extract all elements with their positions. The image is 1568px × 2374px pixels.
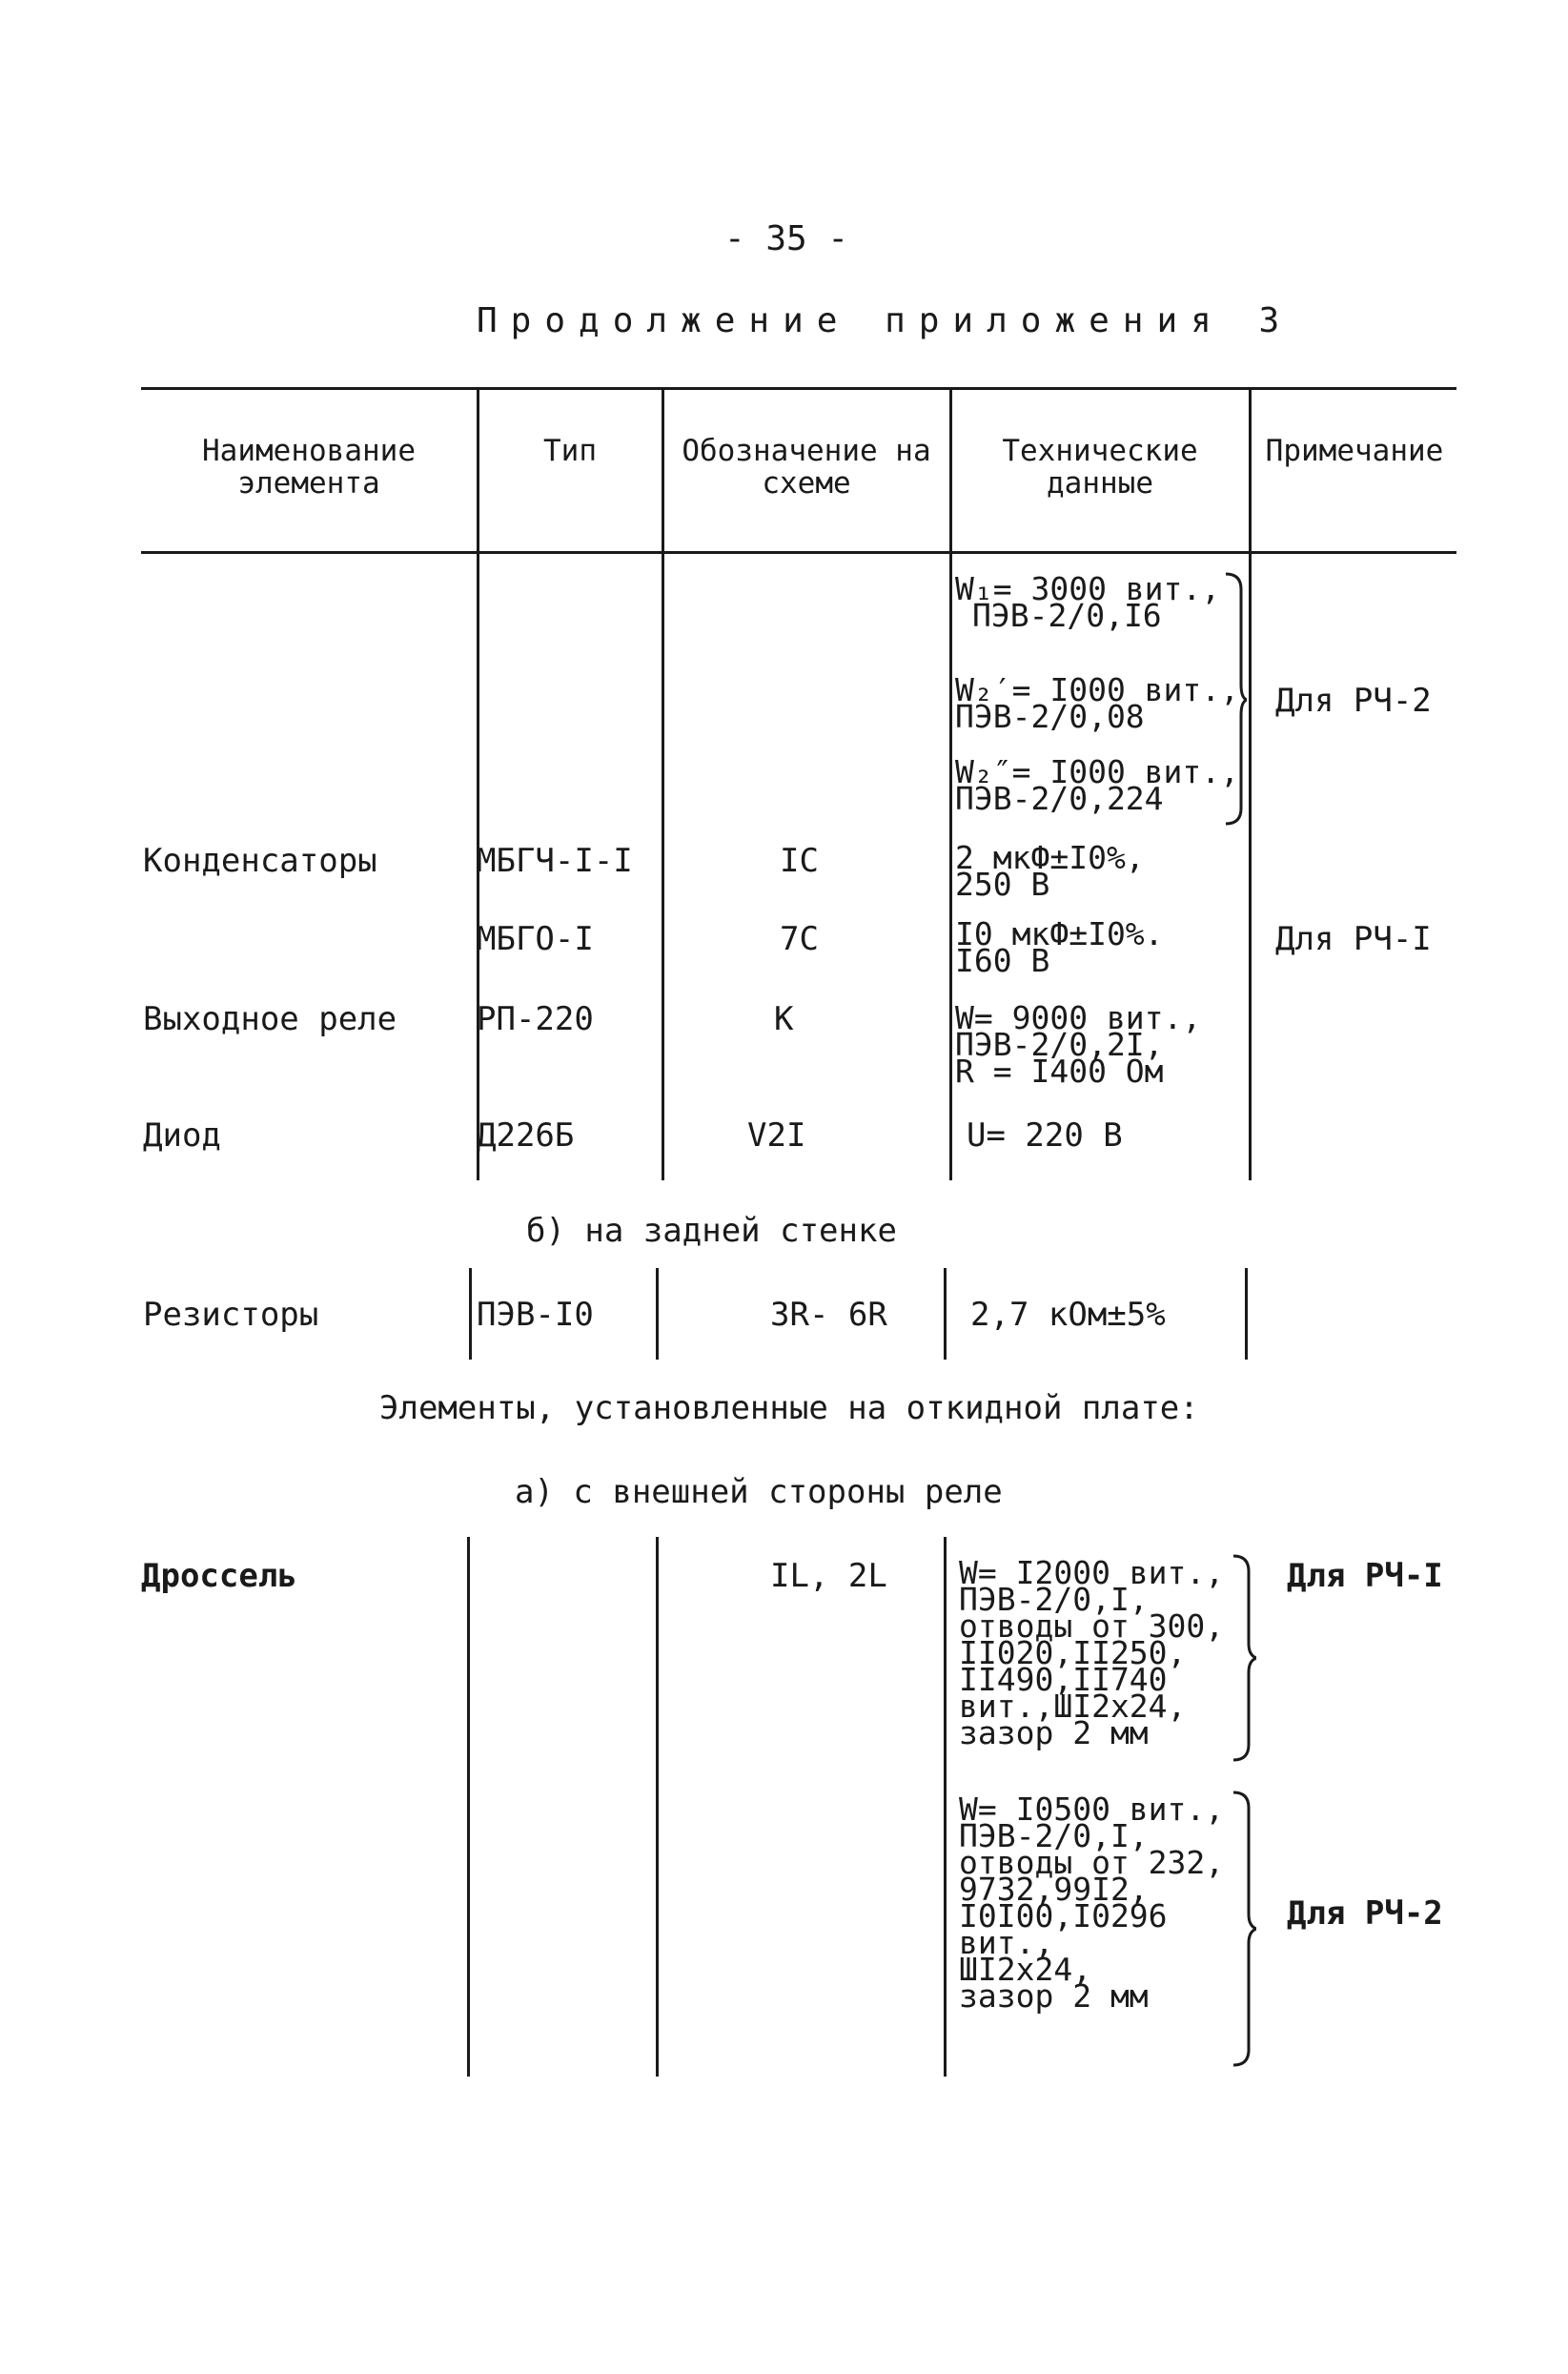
table-header-rule — [141, 551, 1456, 554]
resistor-divider-3 — [944, 1268, 947, 1360]
winding-tech-2-line1: W₂′= I000 вит., — [955, 671, 1240, 708]
relay-tech — [955, 999, 1202, 1090]
page-heading: Продолжение приложения 3 — [477, 301, 1293, 340]
capacitors-tech-1-line2: 250 В — [955, 866, 1050, 903]
capacitors-tech-2 — [955, 915, 1164, 979]
header-name — [143, 435, 475, 500]
header-designation-line2: схеме — [762, 466, 851, 501]
table-top-rule — [141, 387, 1456, 390]
page-number: - 35 - — [724, 219, 849, 258]
col-divider-2 — [662, 387, 664, 1180]
relay-type: РП-220 — [477, 1000, 594, 1038]
choke-brace-2 — [1232, 1789, 1256, 2069]
choke-tech-1-line2: ПЭВ-2/0,I, — [959, 1581, 1149, 1618]
col-divider-3 — [949, 387, 952, 1180]
winding-tech-2-line2: ПЭВ-2/0,08 — [955, 698, 1145, 735]
header-type: Тип — [543, 434, 597, 468]
relay-tech-line2: ПЭВ-2/0,2I, — [955, 1026, 1164, 1063]
choke-designation: IL, 2L — [770, 1557, 887, 1595]
choke-tech-2-line8: зазор 2 мм — [959, 1977, 1149, 2015]
choke-tech-2-line6: вит., — [959, 1924, 1054, 1961]
resistor-divider-2 — [656, 1268, 659, 1360]
capacitors-type-2: МБГО-I — [477, 920, 594, 958]
winding-tech-1-line2: ПЭВ-2/0,I6 — [972, 597, 1162, 634]
choke-tech-1-line3: отводы от 300, — [959, 1607, 1225, 1645]
choke-tech-2-line2: ПЭВ-2/0,I, — [959, 1817, 1149, 1854]
capacitors-tech-1 — [955, 839, 1145, 903]
diode-type: Д226Б — [477, 1116, 575, 1155]
choke-tech-1 — [959, 1554, 1225, 1751]
winding-note: Для РЧ-2 — [1275, 682, 1432, 720]
relay-tech-line1: W= 9000 вит., — [955, 999, 1202, 1036]
plate-section-heading: Элементы, установленные на откидной плате: — [379, 1389, 1199, 1427]
resistors-designation: 3R- 6R — [770, 1296, 887, 1334]
header-tech-line2: данные — [1047, 466, 1153, 501]
choke-divider-3 — [944, 1537, 947, 2077]
capacitors-designation-1: IC — [780, 842, 819, 880]
header-designation-line1: Обозначение на — [682, 434, 931, 468]
resistor-divider-4 — [1245, 1268, 1248, 1360]
relay-name: Выходное реле — [143, 1000, 397, 1038]
choke-tech-1-line7: зазор 2 мм — [959, 1714, 1149, 1751]
choke-tech-2-line5: I0I00,I0296 — [959, 1897, 1168, 1934]
capacitors-tech-2-line2: I60 В — [955, 942, 1050, 979]
capacitors-tech-2-line1: I0 мкФ±I0%. — [955, 915, 1164, 952]
choke-tech-2-line1: W= I0500 вит., — [959, 1791, 1225, 1828]
choke-tech-1-line6: вит.,ШI2x24, — [959, 1688, 1187, 1725]
diode-tech: U= 220 В — [967, 1116, 1123, 1155]
relay-designation: K — [774, 1000, 794, 1038]
resistors-name: Резисторы — [143, 1296, 319, 1334]
choke-tech-1-line5: II490,II740 — [959, 1661, 1168, 1698]
header-designation — [664, 435, 948, 500]
col-divider-4 — [1249, 387, 1252, 1180]
choke-brace-1 — [1232, 1552, 1256, 1764]
resistors-type: ПЭВ-I0 — [477, 1296, 594, 1334]
header-name-line1: Наименование — [202, 434, 416, 468]
winding-tech-1-line1: W₁= 3000 вит., — [955, 570, 1221, 607]
choke-tech-2-line4: 9732,99I2, — [959, 1871, 1149, 1908]
relay-tech-line3: R = I400 Ом — [955, 1053, 1164, 1090]
resistors-tech: 2,7 кОм±5% — [970, 1296, 1166, 1334]
choke-tech-1-line4: II020,II250, — [959, 1634, 1187, 1671]
header-name-line2: элемента — [237, 466, 380, 501]
capacitors-note: Для РЧ-I — [1275, 920, 1432, 958]
winding-tech-3-line1: W₂″= I000 вит., — [955, 753, 1240, 790]
choke-tech-2-line7: ШI2x24, — [959, 1951, 1092, 1988]
choke-name: Дроссель — [141, 1557, 297, 1595]
col-divider-1 — [477, 387, 479, 1180]
winding-tech-2 — [955, 671, 1240, 735]
capacitors-type-1: МБГЧ-I-I — [477, 842, 633, 880]
capacitors-designation-2: 7C — [780, 920, 819, 958]
choke-tech-2-line3: отводы от 232, — [959, 1844, 1225, 1881]
section-a-heading: а) с внешней стороны реле — [515, 1473, 1003, 1511]
choke-tech-1-line1: W= I2000 вит., — [959, 1554, 1225, 1591]
diode-designation: V2I — [747, 1116, 806, 1155]
diode-name: Диод — [143, 1116, 221, 1155]
choke-note-2: Для РЧ-2 — [1287, 1894, 1443, 1933]
capacitors-tech-1-line1: 2 мкФ±I0%, — [955, 839, 1145, 876]
header-note: Примечание — [1265, 434, 1444, 468]
section-b-heading: б) на задней стенке — [526, 1212, 897, 1250]
winding-brace — [1224, 570, 1247, 828]
resistor-divider-1 — [469, 1268, 472, 1360]
choke-divider-2 — [656, 1537, 659, 2077]
winding-tech-1 — [955, 570, 1221, 634]
header-tech-line1: Технические — [1002, 434, 1198, 468]
choke-tech-2 — [959, 1791, 1225, 2015]
choke-divider-1 — [467, 1537, 470, 2077]
choke-note-1: Для РЧ-I — [1287, 1557, 1443, 1595]
winding-tech-3-line2: ПЭВ-2/0,224 — [955, 780, 1164, 817]
capacitors-name: Конденсаторы — [143, 842, 377, 880]
header-tech — [952, 435, 1248, 500]
winding-tech-3 — [955, 753, 1240, 817]
